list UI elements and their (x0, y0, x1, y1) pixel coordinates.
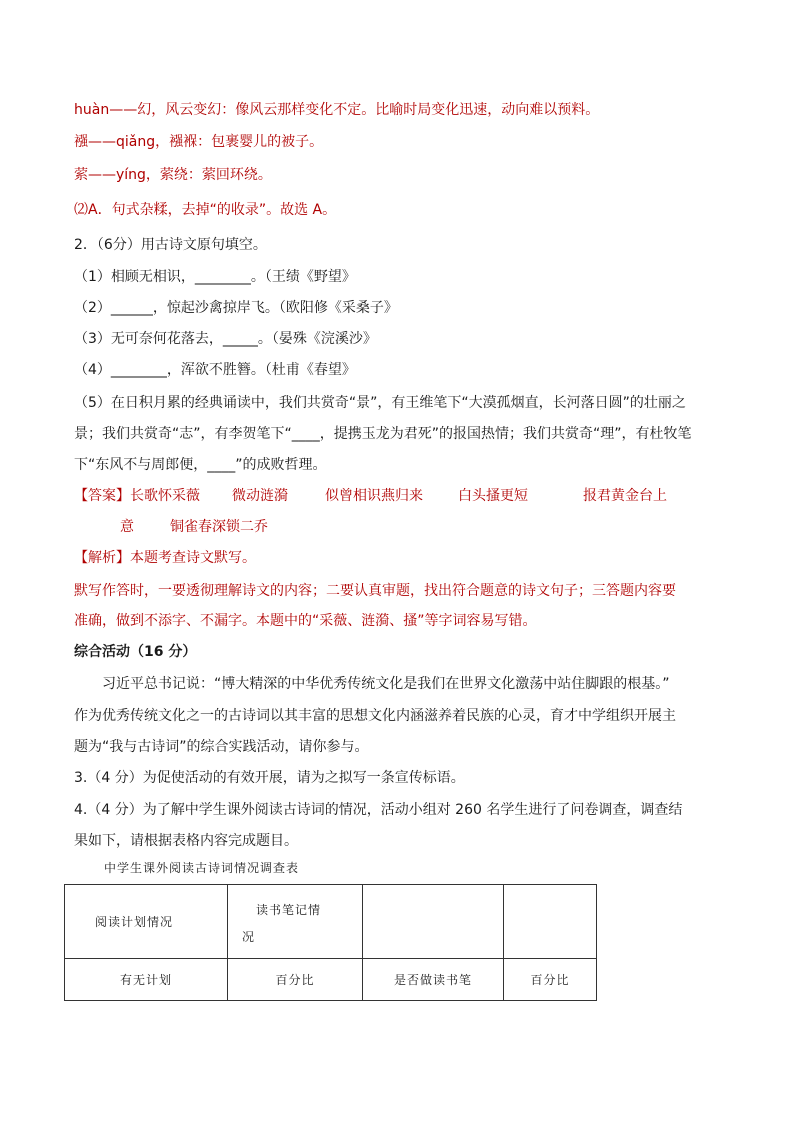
definition-qiang: 襁——qiǎng，襁褓：包裹婴儿的被子。 (74, 134, 324, 150)
table-caption: 中学生课外阅读古诗词情况调查表 (104, 861, 300, 875)
analysis-line-2: 默写作答时，一要透彻理解诗文的内容；二要认真审题，找出符合题意的诗文句子；三答题内容要 (74, 583, 676, 599)
answer-item-4: 白头搔更短 (458, 488, 528, 504)
definition-huan: huàn——幻，风云变幻：像风云那样变化不定。比喻时局变化迅速，动向难以预料。 (74, 102, 600, 118)
survey-table (64, 884, 597, 1001)
intro-line-2: 作为优秀传统文化之一的古诗词以其丰富的思想文化内涵滋养着民族的心灵，育才中学组织开展主 (74, 708, 676, 724)
question-2-item-3: （3）无可奈何花落去，_____。（晏殊《浣溪沙》 (74, 331, 377, 347)
analysis-line-3: 准确，做到不添字、不漏字。本题中的“采薇、涟漪、搔”等字词容易写错。 (74, 613, 537, 629)
answer-q1-part2: ⑵A．句式杂糅，去掉“的收录”。故选 A。 (74, 202, 337, 218)
answer-item-6: 铜雀春深锁二乔 (170, 519, 268, 535)
question-2-item-1: （1）相顾无相识，________。（王绩《野望》 (74, 269, 356, 285)
header-notes-line-2: 况 (242, 929, 256, 944)
intro-line-3: 题为“我与古诗词”的综合实践活动，请你参与。 (74, 739, 369, 755)
cell-percent: 百分比 (228, 959, 363, 1001)
answer-item-3: 似曾相识燕归来 (325, 488, 423, 504)
answer-item-2: 微动涟漪 (232, 488, 288, 504)
question-2-item-5-line-2: 景；我们共赏奇“志”，有李贺笔下“____，提携玉龙为君死”的报国热情；我们共赏奇“理”，有杜牧笔 (74, 426, 692, 442)
table-row (65, 885, 597, 959)
definition-ying: 萦——yíng，萦绕：萦回环绕。 (74, 167, 272, 183)
cell-has-notes: 是否做读书笔 (363, 959, 504, 1001)
header-notes-line-1: 读书笔记情 (256, 902, 322, 917)
empty-cell (363, 885, 504, 959)
header-reading-notes (228, 885, 363, 959)
analysis-summary: 本题考查诗文默写。 (130, 550, 256, 566)
answer-item-5: 报君黄金台上 (583, 488, 667, 504)
question-2-item-5-line-1: （5）在日积月累的经典诵读中，我们共赏奇“景”，有王维笔下“大漠孤烟直，长河落日圆”的壮丽之 (74, 395, 686, 411)
answer-item-1: 长歌怀采薇 (130, 488, 200, 504)
header-reading-plan: 阅读计划情况 (65, 885, 228, 959)
question-2-item-2: （2）______，惊起沙禽掠岸飞。（欧阳修《采桑子》 (74, 300, 398, 316)
question-3: 3.（4 分）为促使活动的有效开展，请为之拟写一条宣传标语。 (74, 770, 465, 786)
intro-line-1: 习近平总书记说：“博大精深的中华优秀传统文化是我们在世界文化激荡中站住脚跟的根基。” (102, 676, 670, 692)
question-2-title: 2．（6分）用古诗文原句填空。 (74, 237, 267, 253)
question-2-item-5-line-3: 下“东风不与周郎便，____”的成败哲理。 (74, 457, 327, 473)
question-4-line-1: 4.（4 分）为了解中学生课外阅读古诗词的情况，活动小组对 260 名学生进行了问卷调查，调查结 (74, 802, 683, 818)
analysis-line-1 (74, 549, 256, 567)
section-title: 综合活动（16 分） (74, 644, 197, 660)
question-2-item-4: （4）________，浑欲不胜簪。（杜甫《春望》 (74, 362, 356, 378)
cell-percent: 百分比 (504, 959, 597, 1001)
answer-item-5-cont: 意 (120, 519, 134, 535)
answer-label: 【答案】 (74, 488, 130, 504)
analysis-label: 【解析】 (74, 550, 130, 566)
table-row (65, 959, 597, 1001)
cell-has-plan: 有无计划 (65, 959, 228, 1001)
empty-cell (504, 885, 597, 959)
question-4-line-2: 果如下，请根据表格内容完成题目。 (74, 833, 298, 849)
